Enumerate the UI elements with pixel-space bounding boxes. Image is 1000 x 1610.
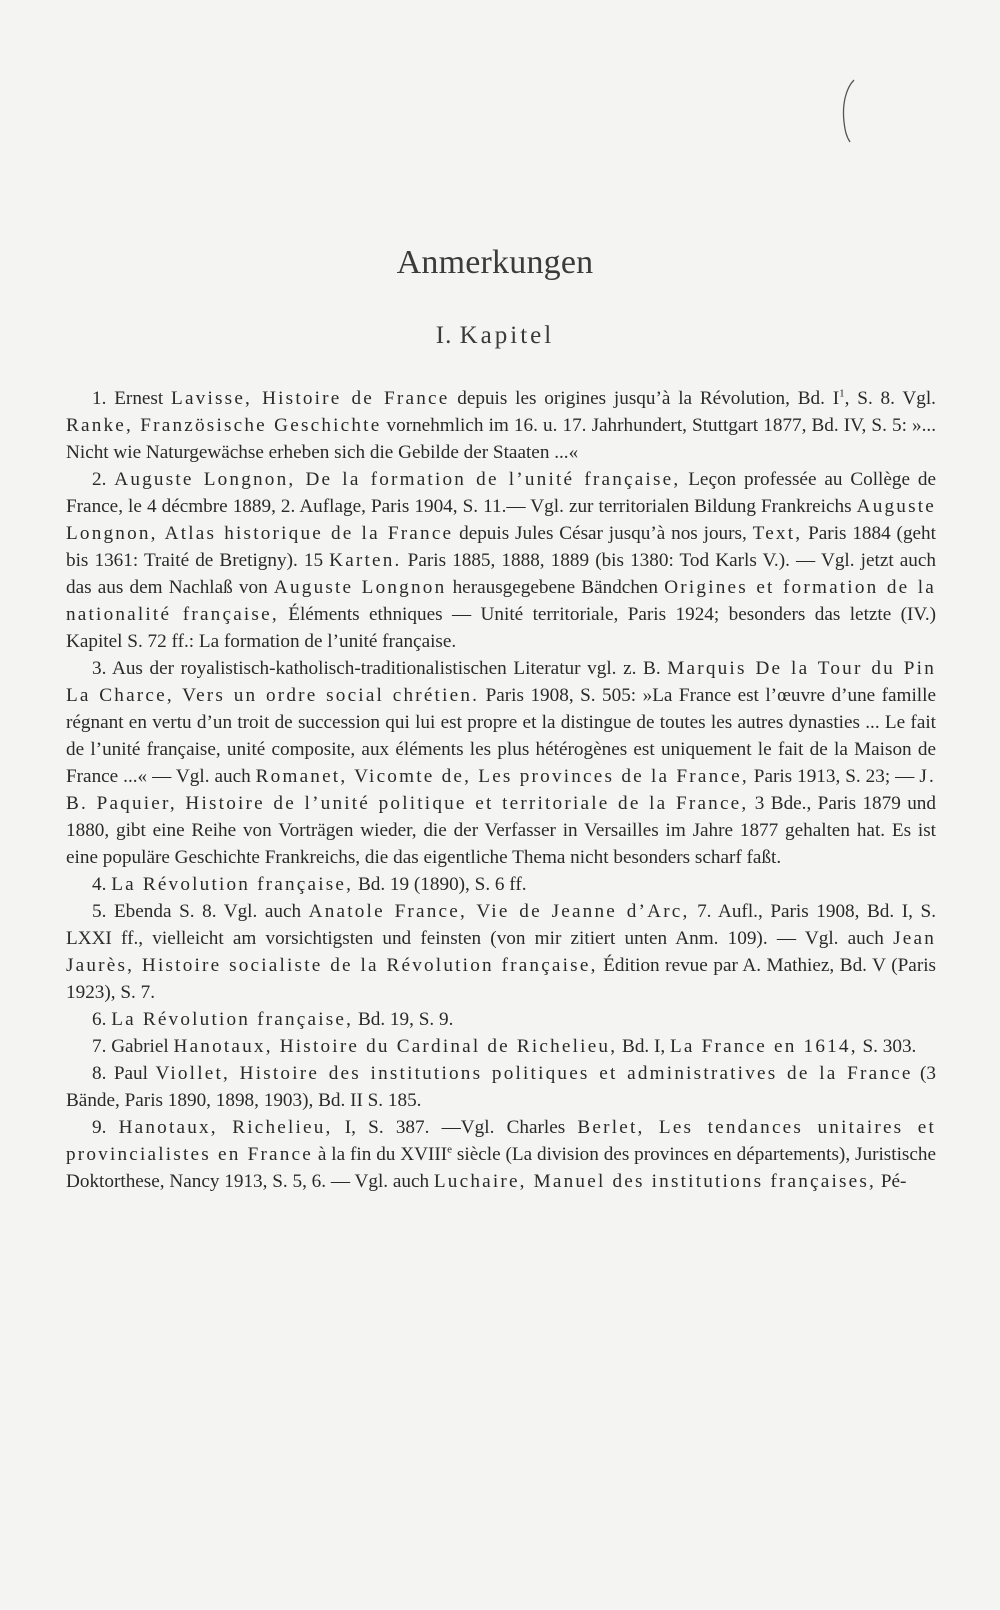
footnote-text: (3 Bände, Paris 1890, 1898, 1903), Bd. II S. 185. xyxy=(66,1063,936,1111)
spaced-citation: La France en 1614, xyxy=(669,1036,858,1057)
footnote-text: 7. Aufl., Paris 1908, Bd. I, S. LXXI ff., vielleicht am vorsichtigsten und feinsten (von mir zitiert unten Anm. 109). — Vgl. auch xyxy=(66,901,936,949)
footnote-text: S. 303. xyxy=(857,1036,917,1057)
footnote-text: Pé- xyxy=(876,1171,907,1192)
footnote-text: à la fin du XVIII xyxy=(312,1144,448,1165)
footnote-text: 3 Bde., Paris 1879 und 1880, gibt eine Reihe von Vorträgen wieder, die der Verfasser in Versailles im Jahre 1877 gehalten hat. Es ist eine populäre Geschichte Frankreichs, die das eigentliche Thema nicht besonders scharf faßt. xyxy=(66,793,936,868)
spaced-citation: Auguste Longnon, Atlas historique de la France xyxy=(66,496,936,544)
footnote-text: 5. Ebenda S. 8. Vgl. auch xyxy=(92,901,309,922)
spaced-citation: Karten. xyxy=(329,550,402,571)
footnote-text: 1. Ernest xyxy=(92,388,172,409)
footnote-2 xyxy=(66,466,936,655)
footnote-text: depuis Jules César jusqu’à nos jours, xyxy=(453,523,753,544)
footnote-text: vornehmlich im 16. u. 17. Jahrhundert, Stuttgart 1877, Bd. IV, S. 5: »... Nicht wie Naturgewächse erheben sich die Gebilde der Staaten ...« xyxy=(66,415,936,463)
footnote-text: herausgegebene Bändchen xyxy=(446,577,665,598)
footnote-text: Paris 1885, 1888, 1889 (bis 1380: Tod Karls V.). — Vgl. jetzt auch das aus dem Nachlaß von xyxy=(66,550,936,598)
footnote-6 xyxy=(66,1006,936,1033)
spaced-citation: Marquis De la Tour du Pin La Charce, Vers un ordre social chrétien. xyxy=(66,658,936,706)
spaced-citation: Lavisse, Histoire de France xyxy=(171,388,450,409)
chapter-number: I. xyxy=(435,322,453,349)
page-title: Anmerkungen xyxy=(396,244,594,281)
footnote-3 xyxy=(66,655,936,871)
footnote-text: siècle (La division des provinces en départements), Juristische Doktorthese, Nancy 1913, S. 5, 6. — Vgl. auch xyxy=(66,1144,937,1192)
spaced-citation: Romanet, Vicomte de, Les provinces de la France, xyxy=(255,766,749,787)
spaced-citation: Hanotaux, Histoire du Cardinal de Richelieu, xyxy=(173,1036,618,1057)
superscript: e xyxy=(447,1143,453,1156)
chapter-word: Kapitel xyxy=(459,322,555,349)
spaced-citation: J. B. Paquier, Histoire de l’unité politique et territoriale de la France, xyxy=(66,766,936,814)
footnote-text: , S. 8. Vgl. xyxy=(844,388,936,409)
spaced-citation: Berlet, Les tendances unitaires et provincialistes en France xyxy=(66,1117,937,1165)
footnote-4 xyxy=(66,871,936,898)
footnote-text: Bd. 19 (1890), S. 6 ff. xyxy=(353,874,527,895)
spaced-citation: La Révolution française, xyxy=(111,874,354,895)
footnote-9 xyxy=(66,1114,936,1195)
spaced-citation: Ranke, Französische Geschichte xyxy=(66,415,382,436)
spaced-citation: Text, xyxy=(752,523,803,544)
footnote-text: Leçon professée au Collège de France, le 4 décmbre 1889, 2. Auflage, Paris 1904, S. 11.— Vgl. zur territorialen Bildung Frankreichs xyxy=(66,469,936,517)
spaced-citation: Origines et formation de la nationalité française, xyxy=(66,577,936,625)
superscript: 1 xyxy=(839,387,845,400)
footnote-text: Édition revue par A. Mathiez, Bd. V (Paris 1923), S. 7. xyxy=(66,955,937,1003)
footnote-text: Bd. I, xyxy=(617,1036,670,1057)
footnote-text: depuis les origines jusqu’à la Révolution, Bd. I xyxy=(449,388,840,409)
footnote-text: I, S. 387. —Vgl. Charles xyxy=(332,1117,578,1138)
footnote-text: 7. Gabriel xyxy=(92,1036,174,1057)
footnote-text: Bd. 19, S. 9. xyxy=(353,1009,454,1030)
footnote-text: 3. Aus der royalistisch-katholisch-traditionalistischen Literatur vgl. z. B. xyxy=(92,658,668,679)
footnote-text: 9. xyxy=(92,1117,119,1138)
spaced-citation: La Révolution française, xyxy=(111,1009,354,1030)
footnote-8 xyxy=(66,1060,936,1114)
footnotes-list xyxy=(66,385,936,1195)
footnote-5 xyxy=(66,898,936,1006)
chapter-heading xyxy=(0,322,990,350)
footnote-text: Paris 1884 (geht bis 1361: Traité de Bretigny). 15 xyxy=(66,523,936,571)
footnote-text: Paris 1908, S. 505: »La France est l’œuvre d’une famille régnant en vertu d’un troit de succession qui lui est propre et la distingue de toutes les autres dynasties ... Le fait de l’unité française, unité composite, aux éléments les plus hétérogènes est uniquement le fait de la Maison de France ...« — Vgl. auch xyxy=(66,685,936,787)
footnote-1 xyxy=(66,385,936,466)
spaced-citation: Anatole France, Vie de Jeanne d’Arc, xyxy=(308,901,690,922)
handwritten-pencil-mark xyxy=(842,78,882,158)
footnote-text: Paris 1913, S. 23; — xyxy=(748,766,920,787)
spaced-citation: Jean Jaurès, Histoire socialiste de la Révolution française, xyxy=(66,928,936,976)
footnote-text: 4. xyxy=(92,874,112,895)
footnote-7 xyxy=(66,1033,936,1060)
footnote-text: 6. xyxy=(92,1009,112,1030)
footnote-text: 8. Paul xyxy=(92,1063,156,1084)
spaced-citation: Auguste Longnon xyxy=(273,577,447,598)
spaced-citation: Luchaire, Manuel des institutions françaises, xyxy=(433,1171,877,1192)
spaced-citation: Viollet, Histoire des institutions politiques et administratives de la France xyxy=(155,1063,913,1084)
spaced-citation: Hanotaux, Richelieu, xyxy=(118,1117,333,1138)
footnote-text: Éléments ethniques — Unité territoriale, Paris 1924; besonders das letzte (IV.) Kapitel S. 72 ff.: La formation de l’unité française. xyxy=(66,604,937,652)
footnote-text: 2. xyxy=(92,469,115,490)
spaced-citation: Auguste Longnon, De la formation de l’unité française, xyxy=(114,469,681,490)
